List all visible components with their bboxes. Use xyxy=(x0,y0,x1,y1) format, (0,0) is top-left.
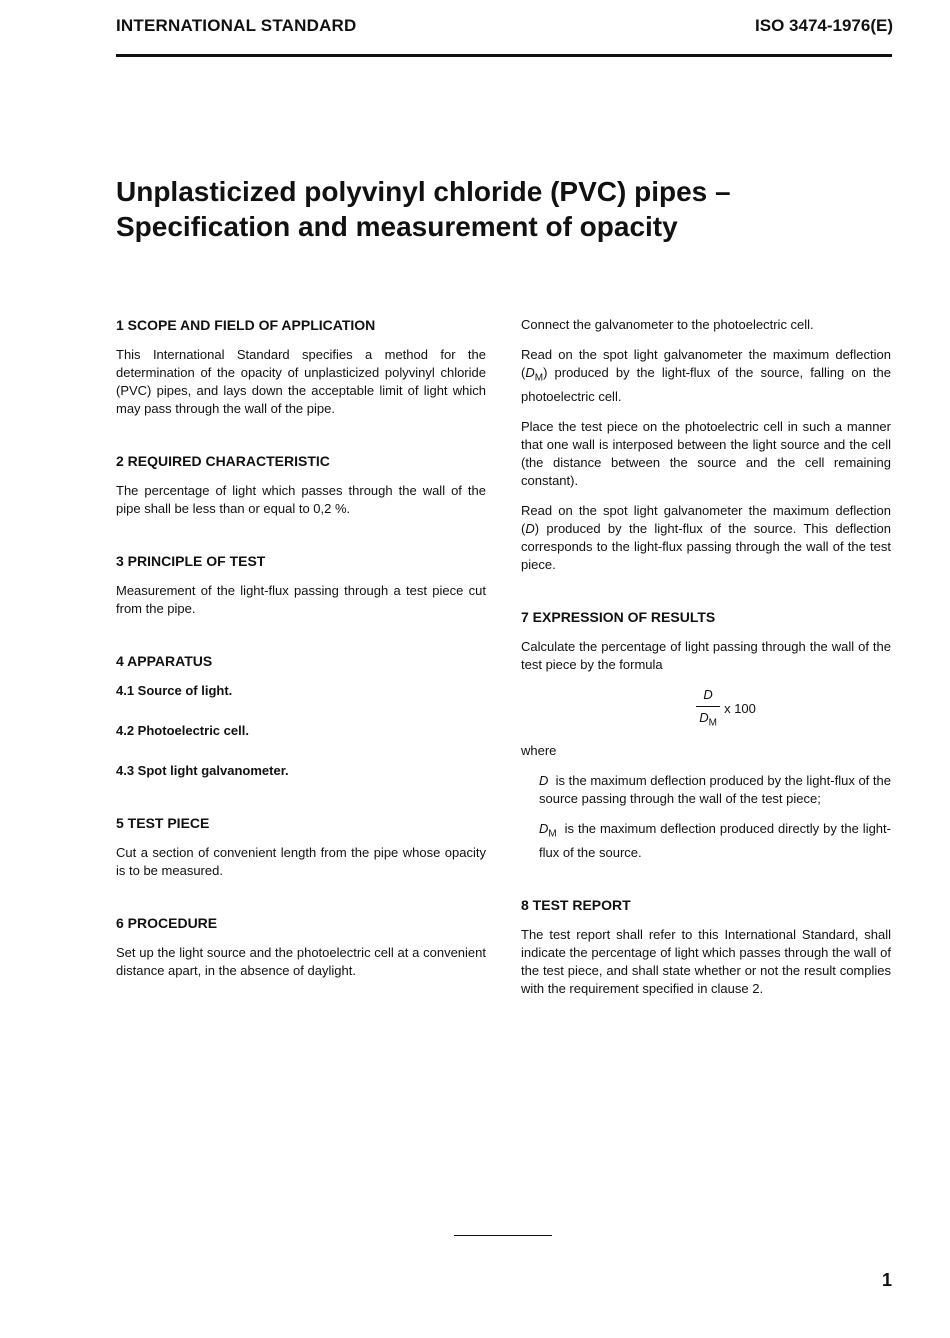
section-4-heading: 4 APPARATUS xyxy=(116,653,213,669)
section-6-heading: 6 PROCEDURE xyxy=(116,915,218,931)
formula-factor: x 100 xyxy=(724,700,756,716)
header-standard-label: INTERNATIONAL STANDARD xyxy=(116,16,357,35)
definition-dm: $D_M$ is the maximum deflection produced directly by the light-flux of the source. xyxy=(539,821,891,860)
section-3-heading: 3 PRINCIPLE OF TEST xyxy=(116,553,266,569)
section-2-heading: 2 REQUIRED CHARACTERISTIC xyxy=(116,453,330,469)
section-5-text: Cut a section of convenient length from the pipe whose opacity is to be measured. xyxy=(116,845,486,878)
section-7-heading: 7 EXPRESSION OF RESULTS xyxy=(521,608,716,625)
apparatus-item: 4.3 Spot light galvanometer. xyxy=(116,763,289,778)
page-title: Unplasticized polyvinyl chloride (PVC) pipes – Specification and measurement of opacity xyxy=(116,176,731,242)
procedure-step-4: Place the test piece on the photoelectric cell in such a manner that one wall is interposed between the light source and the cell (the distance between the source and the cell remaining constant). xyxy=(521,418,891,488)
section-5-heading: 5 TEST PIECE xyxy=(116,815,210,831)
apparatus-item: 4.2 Photoelectric cell. xyxy=(116,723,249,738)
definition-d: D is the maximum deflection produced by the light-flux of the source passing through the wall of the test piece; xyxy=(539,773,891,807)
procedure-step-2: Connect the galvanometer to the photoelectric cell. xyxy=(521,317,814,332)
footer-rule xyxy=(454,1235,552,1236)
right-column xyxy=(521,316,891,1010)
section-8-text: The test report shall refer to this International Standard, shall indicate the percentage of light which passes through the wall of the test piece, and shall state whether or not the result complies with the requirement specified in clause 2. xyxy=(521,926,891,996)
header-document-number: ISO 3474-1976(E) xyxy=(755,16,893,35)
formula-where: where xyxy=(521,743,557,759)
procedure-step-1: Set up the light source and the photoelectric cell at a convenient distance apart, in the absence of daylight. xyxy=(116,945,486,978)
section-1-text: This International Standard specifies a method for the determination of the opacity of unplasticized polyvinyl chloride (PVC) pipes, and lays down the acceptable limit of light which may pass through the wall of the pipe. xyxy=(116,347,486,416)
section-8-heading: 8 TEST REPORT xyxy=(521,896,631,913)
opacity-formula xyxy=(561,686,891,733)
apparatus-item: 4.1 Source of light. xyxy=(116,683,233,698)
left-column xyxy=(116,316,486,992)
header-rule xyxy=(116,54,892,57)
formula-numerator: D xyxy=(703,686,713,702)
procedure-step-3: Read on the spot light galvanometer the maximum deflection $(D_M)$ produced by the light-flux of the source, falling on the photoelectric cell. xyxy=(521,347,891,404)
fraction-bar xyxy=(696,706,720,707)
section-7-intro: Calculate the percentage of light passing through the wall of the test piece by the formula xyxy=(521,638,891,672)
formula-denominator: $D_M$ xyxy=(699,709,717,729)
page-number: 1 xyxy=(881,1270,892,1290)
procedure-step-5: Read on the spot light galvanometer the maximum deflection (D) produced by the light-flux of the source. This deflection corresponds to the light-flux passing through the wall of the test piece. xyxy=(521,502,891,572)
section-1-heading: 1 SCOPE AND FIELD OF APPLICATION xyxy=(116,317,376,333)
section-2-text: The percentage of light which passes through the wall of the pipe shall be less than or equal to 0,2 %. xyxy=(116,483,486,516)
section-3-text: Measurement of the light-flux passing through a test piece cut from the pipe. xyxy=(116,583,486,616)
